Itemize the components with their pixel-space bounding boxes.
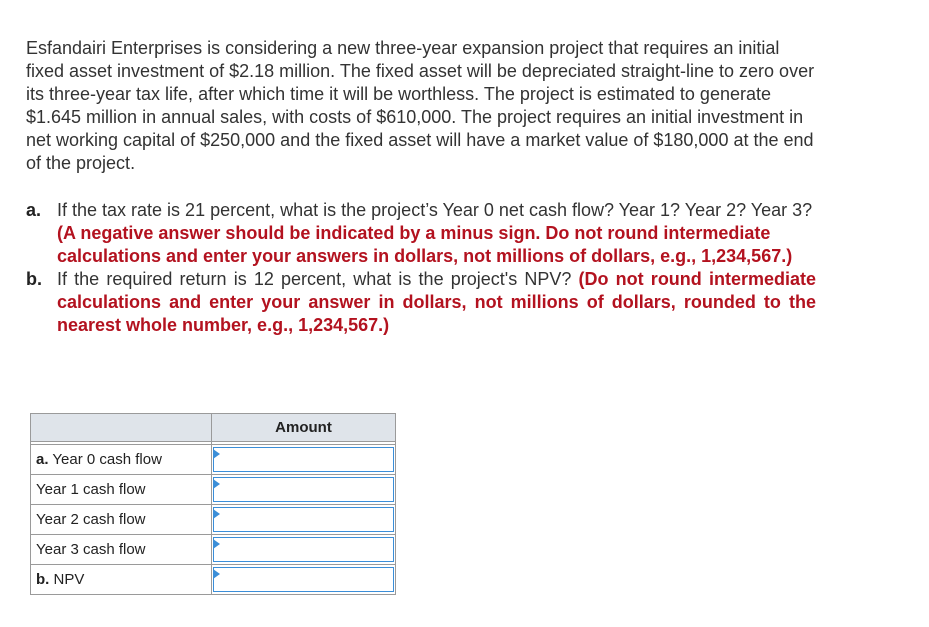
answer-cell bbox=[212, 505, 396, 535]
row-label-year1 bbox=[31, 475, 212, 505]
part-a-letter: a. bbox=[26, 200, 42, 220]
row-label-text: Year 2 cash flow bbox=[36, 511, 146, 528]
answer-table bbox=[30, 413, 396, 595]
input-flag-icon bbox=[213, 509, 220, 519]
year0-cash-flow-input[interactable] bbox=[213, 447, 394, 472]
part-a bbox=[26, 199, 816, 268]
input-flag-icon bbox=[213, 449, 220, 459]
row-label-text: NPV bbox=[53, 571, 85, 588]
answer-cell bbox=[212, 475, 396, 505]
part-b bbox=[26, 268, 816, 337]
part-b-instruction: (Do not round intermediate calculations and enter your answer in dollars, not millions of dollars, rounded to the nearest whole number, e.g., 1,234,567.) bbox=[57, 269, 816, 335]
header-blank-cell bbox=[31, 414, 212, 442]
part-b-body bbox=[57, 268, 816, 337]
npv-input[interactable] bbox=[213, 567, 394, 592]
table-row bbox=[31, 505, 396, 535]
part-a-question: If the tax rate is 21 percent, what is the project’s Year 0 net cash flow? Year 1? Year 2? Year 3? bbox=[57, 200, 813, 220]
row-label-year0 bbox=[31, 445, 212, 475]
table-row bbox=[31, 565, 396, 595]
row-label-text: Year 0 cash flow bbox=[52, 451, 162, 468]
year3-cash-flow-input[interactable] bbox=[213, 537, 394, 562]
row-label-text: Year 3 cash flow bbox=[36, 541, 146, 558]
answer-cell bbox=[212, 565, 396, 595]
row-label-year3 bbox=[31, 535, 212, 565]
answer-cell bbox=[212, 445, 396, 475]
row-label-year2 bbox=[31, 505, 212, 535]
part-b-letter: b. bbox=[26, 269, 42, 289]
year1-cash-flow-input[interactable] bbox=[213, 477, 394, 502]
year2-cash-flow-input[interactable] bbox=[213, 507, 394, 532]
amount-header: Amount bbox=[212, 414, 396, 442]
input-flag-icon bbox=[213, 569, 220, 579]
input-flag-icon bbox=[213, 539, 220, 549]
input-flag-icon bbox=[213, 479, 220, 489]
table-row bbox=[31, 445, 396, 475]
row-label-text: Year 1 cash flow bbox=[36, 481, 146, 498]
problem-statement: Esfandairi Enterprises is considering a new three-year expansion project that requires an initial fixed asset investment of $2.18 million. The fixed asset will be depreciated straight-line to zero over its three-year tax life, after which time it will be worthless. The project is estimated to generate $1.645 million in annual sales, with costs of $610,000. The project requires an initial investment in net working capital of $250,000 and the fixed asset will have a market value of $180,000 at the end of the project. bbox=[26, 38, 815, 173]
table-row bbox=[31, 535, 396, 565]
row-prefix: a. bbox=[36, 451, 49, 468]
question-parts bbox=[26, 199, 816, 337]
answer-table-header bbox=[31, 414, 396, 442]
row-label-npv bbox=[31, 565, 212, 595]
row-prefix: b. bbox=[36, 571, 50, 588]
part-a-body bbox=[57, 199, 816, 268]
part-b-question: If the required return is 12 percent, what is the project's NPV? bbox=[57, 269, 572, 289]
part-a-instruction: (A negative answer should be indicated by a minus sign. Do not round intermediate calculations and enter your answers in dollars, not millions of dollars, e.g., 1,234,567.) bbox=[57, 223, 793, 266]
answer-cell bbox=[212, 535, 396, 565]
table-row bbox=[31, 475, 396, 505]
